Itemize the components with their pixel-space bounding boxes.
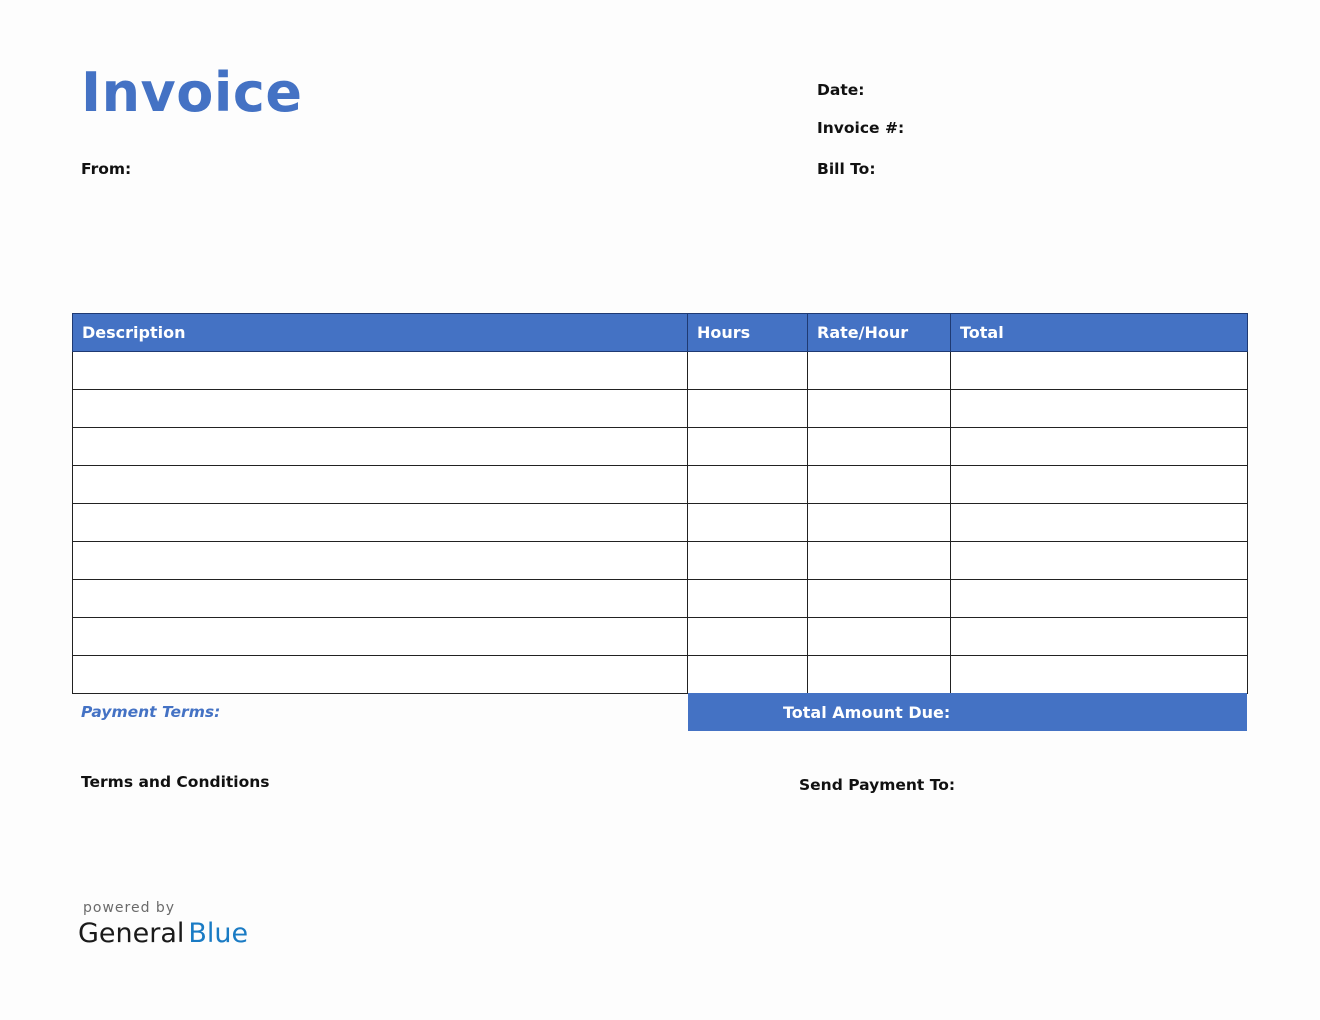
description-cell[interactable] <box>73 542 688 580</box>
total-cell[interactable] <box>951 390 1248 428</box>
hours-cell[interactable] <box>688 656 808 694</box>
total-amount-due-bar <box>688 693 1247 731</box>
description-cell[interactable] <box>73 466 688 504</box>
column-header-rate-per-hour: Rate/Hour <box>808 314 951 352</box>
table-row <box>73 656 1248 694</box>
hours-cell[interactable] <box>688 504 808 542</box>
table-row <box>73 618 1248 656</box>
table-row <box>73 466 1248 504</box>
total-cell[interactable] <box>951 352 1248 390</box>
date-label: Date: <box>817 81 865 99</box>
description-cell[interactable] <box>73 580 688 618</box>
rate-cell[interactable] <box>808 352 951 390</box>
total-cell[interactable] <box>951 428 1248 466</box>
hours-cell[interactable] <box>688 352 808 390</box>
description-cell[interactable] <box>73 656 688 694</box>
table-row <box>73 504 1248 542</box>
hours-cell[interactable] <box>688 428 808 466</box>
description-cell[interactable] <box>73 428 688 466</box>
table-row <box>73 352 1248 390</box>
total-cell[interactable] <box>951 504 1248 542</box>
rate-cell[interactable] <box>808 656 951 694</box>
invoice-title: Invoice <box>81 61 303 124</box>
logo-blue-text: Blue <box>188 918 249 949</box>
line-items-body <box>73 352 1248 694</box>
table-row <box>73 580 1248 618</box>
rate-cell[interactable] <box>808 428 951 466</box>
column-header-hours: Hours <box>688 314 808 352</box>
bill-to-label: Bill To: <box>817 160 876 178</box>
hours-cell[interactable] <box>688 390 808 428</box>
table-row <box>73 428 1248 466</box>
powered-by-text: powered by <box>83 900 176 916</box>
table-row <box>73 390 1248 428</box>
rate-cell[interactable] <box>808 542 951 580</box>
description-cell[interactable] <box>73 504 688 542</box>
total-cell[interactable] <box>951 542 1248 580</box>
generalblue-logo <box>78 918 248 950</box>
line-items-table <box>72 313 1248 694</box>
total-cell[interactable] <box>951 466 1248 504</box>
rate-cell[interactable] <box>808 390 951 428</box>
logo-general-text: General <box>78 918 185 949</box>
total-cell[interactable] <box>951 618 1248 656</box>
invoice-number-label: Invoice #: <box>817 119 905 137</box>
description-cell[interactable] <box>73 352 688 390</box>
table-header-row <box>73 314 1248 352</box>
column-header-total: Total <box>951 314 1248 352</box>
terms-and-conditions-label: Terms and Conditions <box>81 773 270 791</box>
rate-cell[interactable] <box>808 618 951 656</box>
description-cell[interactable] <box>73 390 688 428</box>
hours-cell[interactable] <box>688 466 808 504</box>
total-cell[interactable] <box>951 580 1248 618</box>
total-amount-due-label: Total Amount Due: <box>783 703 951 722</box>
payment-terms-label: Payment Terms: <box>81 703 221 721</box>
total-cell[interactable] <box>951 656 1248 694</box>
rate-cell[interactable] <box>808 466 951 504</box>
table-row <box>73 542 1248 580</box>
column-header-description: Description <box>73 314 688 352</box>
hours-cell[interactable] <box>688 580 808 618</box>
description-cell[interactable] <box>73 618 688 656</box>
rate-cell[interactable] <box>808 580 951 618</box>
send-payment-to-label: Send Payment To: <box>799 776 956 794</box>
rate-cell[interactable] <box>808 504 951 542</box>
from-label: From: <box>81 160 132 178</box>
hours-cell[interactable] <box>688 618 808 656</box>
hours-cell[interactable] <box>688 542 808 580</box>
